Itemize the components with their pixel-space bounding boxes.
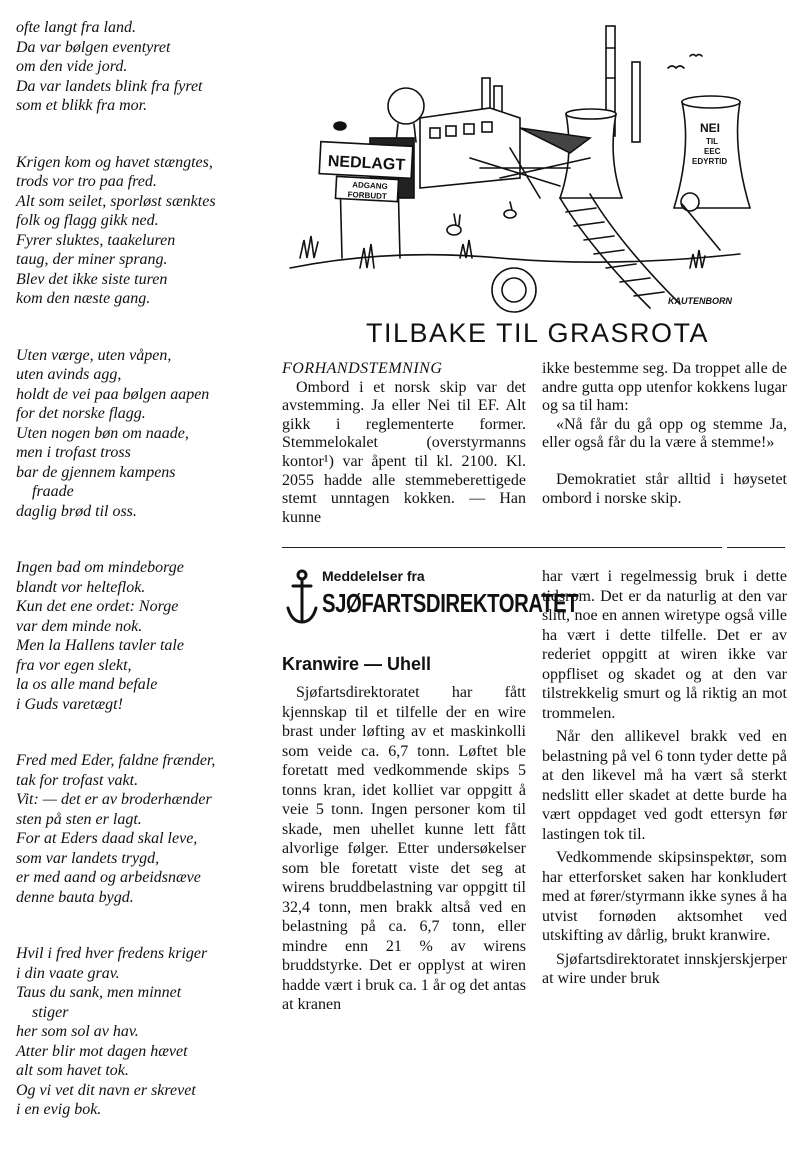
poem-line: Hvil i fred hver fredens kriger xyxy=(16,945,208,962)
sign-sub-text-1: ADGANG xyxy=(351,180,388,192)
poem-line: tak for trofast vakt. xyxy=(16,771,139,789)
article2-title: Kranwire — Uhell xyxy=(282,654,432,674)
article2-paragraph: Sjøfartsdirektoratet har fått kjennskap til et tilfelle der en wire brast under løfting av et maskinkolli som veide ca. 6,7 tonn. Løftet ble foretatt med vedkommende skips 5 tonns kran, idet kolliet var oppgitt å veie 5 tonn. Ingen personer kom til skade, men uhellet kunne lett fått alvorlige følger. Etter undersøkelser som ble foretatt viste det seg at wirens bruddbelastning var oppgitt til 32,4 tonn, men brakk altså ved en belastning på ca. 6,7 tonn, eller mindre enn 21 % av wirens bruddstyrke. Det er opplyst at wiren hadde vært i bruk ca. 1 år og det antas at kranen xyxy=(282,684,526,1013)
poem-stanza-6 xyxy=(16,944,276,1120)
poem-line: Ingen bad om mindeborge xyxy=(16,559,184,576)
poem-line: ofte langt fra land. xyxy=(16,19,136,36)
poem-stanza-2 xyxy=(16,153,276,309)
tower-text-4: EDYRTID xyxy=(692,157,728,166)
article-headline: TILBAKE TIL GRASROTA xyxy=(365,318,710,348)
poem-line: Krigen kom og havet stængtes, xyxy=(16,153,213,171)
sign-main-text: NEDLAGT xyxy=(327,153,406,175)
poem-line: trods vor tro paa fred. xyxy=(16,173,157,190)
poem-line: er med aand og arbeidsnæve xyxy=(16,869,201,886)
logo-small-text: Meddelelser fra xyxy=(322,568,425,584)
poem-line: om den vide jord. xyxy=(16,58,128,75)
poem-line: i Guds varetægt! xyxy=(16,695,123,713)
poem-line: stiger xyxy=(32,1003,69,1021)
poem-line: for det norske flagg. xyxy=(16,405,146,422)
article2-paragraph: Sjøfartsdirektoratet innskjerskjerper at wire under bruk xyxy=(542,950,787,987)
article1-right-column xyxy=(542,360,787,508)
section-divider xyxy=(727,547,785,548)
poem-line: Fyrer sluktes, taakeluren xyxy=(16,231,176,249)
poem-stanza-3 xyxy=(16,346,276,522)
article1-left-column xyxy=(282,360,526,527)
poem-line: la os alle mand befale xyxy=(16,676,158,693)
cartoon-signature: KAUTENBORN xyxy=(668,296,732,306)
poem xyxy=(16,18,276,1157)
poem-stanza-4 xyxy=(16,558,276,714)
poem-line: bar de gjennem kampens xyxy=(16,463,176,481)
poem-line: i en evig bok. xyxy=(16,1101,102,1118)
poem-line: denne bauta bygd. xyxy=(16,888,134,906)
sign-sub-text-2: FORBUDT xyxy=(347,190,387,202)
poem-line: Kun det ene ordet: Norge xyxy=(16,598,179,615)
poem-line: uten avinds agg, xyxy=(16,366,122,383)
poem-line: holdt de vei paa bølgen aapen xyxy=(16,385,210,403)
article2-paragraph: Vedkommende skipsinspektør, som har etterforsket saken har konkludert med at fører/styrmann ikke synes å ha utvist fornøden aktsomhet ved utskifting av dårlig, brukt kranwire. xyxy=(542,849,787,944)
poem-line: fra vor egen slekt, xyxy=(16,656,132,674)
poem-line: alt som havet tok. xyxy=(16,1062,129,1079)
article2-paragraph: Når den allikevel brakk ved en belastning på vel 6 tonn tyder dette på at den likevel må ha vært så sterkt nedslitt eller skadet at dette burde ha vært oppdaget ved godt ettersyn før lastingen tok til. xyxy=(542,728,787,843)
poem-stanza-5 xyxy=(16,751,276,907)
poem-line: folk og flagg gikk ned. xyxy=(16,212,159,229)
article2-paragraph: har vært i regelmessig bruk i dette tidsrom. Det er da naturlig at den var slitt, noe en annen wiretype også ville ha vært i dette tilfelle. Det er av rederiet oppgitt at wiren ikke var oppfliset og skadet og at den var tilstrekkelig smurt og lå riktig an mot trommelen. xyxy=(542,568,787,722)
poem-line: her som sol av hav. xyxy=(16,1023,139,1040)
poem-line: Atter blir mot dagen hævet xyxy=(16,1042,188,1060)
poem-line: Alt som seilet, sporløst sænktes xyxy=(16,192,216,210)
article1-quote: «Nå får du gå opp og stemme Ja, eller også får du la være å stemme!» xyxy=(542,415,787,452)
article1-paragraph: Demokratiet står alltid i høysetet ombord i norske skip. xyxy=(542,470,787,507)
anchor-logo-icon xyxy=(282,568,322,628)
poem-line: blandt vor helteflok. xyxy=(16,578,146,596)
poem-line: kom den næste gang. xyxy=(16,290,151,307)
poem-line: Fred med Eder, faldne frænder, xyxy=(16,752,216,769)
poem-line: sten på sten er lagt. xyxy=(16,810,142,828)
poem-line: Uten værge, uten våpen, xyxy=(16,346,172,364)
poem-line: Da var bølgen eventyret xyxy=(16,38,171,56)
poem-line: som et blikk fra mor. xyxy=(16,97,148,114)
poem-line: Blev det ikke siste turen xyxy=(16,270,168,288)
article1-subhead: FORHANDSTEMNING xyxy=(282,360,443,377)
tower-text-2: TIL xyxy=(706,137,718,146)
poem-line: fraade xyxy=(32,483,74,500)
section-divider xyxy=(282,547,722,548)
poem-line: For at Eders daad skal leve, xyxy=(16,830,198,847)
poem-line: Og vi vet dit navn er skrevet xyxy=(16,1081,196,1099)
logo-large-text: SJØFARTSDIREKTORATET xyxy=(322,588,579,618)
article2-left-column xyxy=(282,683,526,1015)
poem-line: Uten nogen bøn om naade, xyxy=(16,424,189,442)
poem-line: som var landets trygd, xyxy=(16,849,160,867)
poem-line: var dem minde nok. xyxy=(16,617,143,635)
cartoon-illustration xyxy=(270,18,790,320)
article2-right-column xyxy=(542,567,787,989)
article1-paragraph: Ombord i et norsk skip var det avstemming. Ja eller Nei til EF. Alt gikk i reglementerte former. Stemmelokalet (overstyrmanns kontor¹) var åpent til kl. 2100. Kl. 2055 hadde alle stemmeberettigede stemt unntagen kokken. — Han kunne xyxy=(282,378,526,526)
poem-line: Taus du sank, men minnet xyxy=(16,984,182,1001)
poem-line: i din vaate grav. xyxy=(16,964,120,982)
poem-line: men i trofast tross xyxy=(16,444,131,461)
tower-text-3: EEC xyxy=(704,147,721,156)
poem-line: Vit: — det er av broderhænder xyxy=(16,791,212,808)
poem-line: Men la Hallens tavler tale xyxy=(16,637,184,654)
poem-line: Da var landets blink fra fyret xyxy=(16,77,203,95)
poem-stanza-1 xyxy=(16,18,276,116)
tower-text-1: NEI xyxy=(700,121,721,135)
poem-line: daglig brød til oss. xyxy=(16,502,137,520)
article1-paragraph: ikke bestemme seg. Da troppet alle de andre gutta opp utenfor kokkens lugar og sa til ham: xyxy=(542,360,787,415)
poem-line: taug, der miner sprang. xyxy=(16,251,168,268)
